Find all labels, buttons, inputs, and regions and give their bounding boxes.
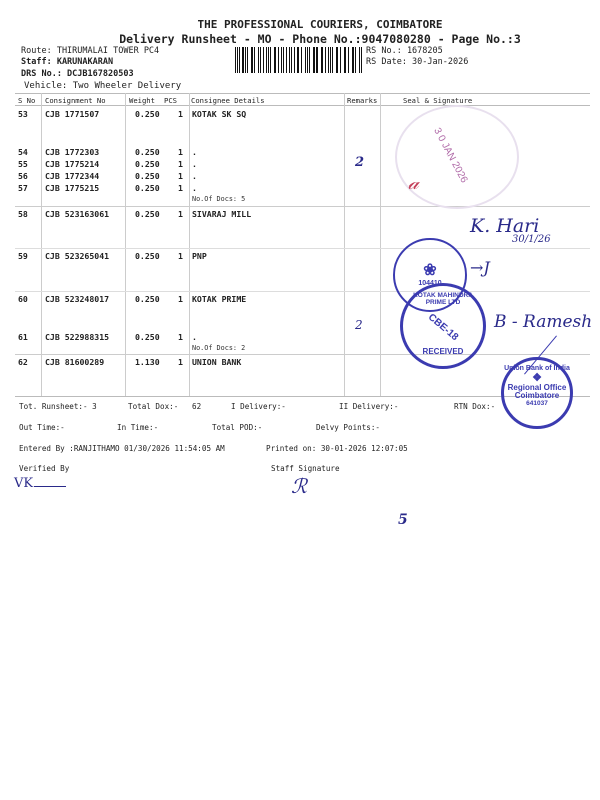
- barcode-bar: [254, 47, 255, 73]
- row-separator: [15, 248, 590, 249]
- col-header-remarks: Remarks: [347, 96, 378, 105]
- pnb-logo-icon: ❀: [423, 262, 437, 279]
- row-sno: 55: [18, 159, 28, 169]
- printed-on: Printed on: 30-01-2026 12:07:05: [266, 444, 408, 453]
- red-signature: 𝒶: [408, 170, 419, 194]
- union-bank-stamp: [501, 357, 573, 429]
- col-divider: [380, 93, 381, 396]
- row-separator: [15, 291, 590, 292]
- row-weight: 0.250: [135, 294, 160, 304]
- kotak-stamp-center: CBE-18: [425, 311, 461, 344]
- row-docs-note: No.Of Docs: 2: [192, 344, 246, 352]
- barcode-bar: [340, 47, 341, 73]
- barcode-bar: [270, 47, 271, 73]
- union-logo-icon: ❖: [532, 372, 542, 384]
- kotak-stamp-received: RECEIVED: [422, 347, 464, 356]
- barcode-bar: [266, 47, 267, 73]
- row-sno: 59: [18, 251, 28, 261]
- out-time: Out Time:-: [19, 423, 65, 432]
- row-pcs: 1: [178, 109, 183, 119]
- row-separator: [15, 354, 590, 355]
- route-label: Route: THIRUMALAI TOWER PC4: [21, 46, 160, 56]
- barcode-bar: [289, 47, 290, 73]
- row-consignment-no: CJB 1771507: [45, 109, 100, 119]
- row-consignment-no: CJB 1772303: [45, 147, 100, 157]
- barcode-bar: [258, 47, 259, 73]
- row-weight: 0.250: [135, 183, 160, 193]
- barcode-bar: [322, 47, 323, 73]
- row-sno: 60: [18, 294, 28, 304]
- row-pcs: 1: [178, 294, 183, 304]
- barcode-bar: [235, 47, 236, 73]
- row-consignee: KOTAK PRIME: [192, 294, 247, 304]
- row-consignee: .: [192, 171, 197, 181]
- tot-runsheet: Tot. Runsheet:- 3: [19, 402, 97, 411]
- barcode-bar: [332, 47, 333, 73]
- row-sno: 56: [18, 171, 28, 181]
- col-header-weight: Weight: [129, 96, 155, 105]
- row-weight: 1.130: [135, 357, 160, 367]
- staff-label: Staff: KARUNAKARAN: [21, 57, 114, 67]
- remark-handwritten-2: 2: [355, 318, 363, 332]
- barcode-bar: [281, 47, 282, 73]
- barcode-bar: [348, 47, 349, 73]
- row-sno: 57: [18, 183, 28, 193]
- row-pcs: 1: [178, 209, 183, 219]
- row-sno: 54: [18, 147, 28, 157]
- kotak-stamp-outer: KOTAK MAHINDRA PRIME LTD: [413, 292, 473, 306]
- union-stamp-top: Union Bank of India: [504, 365, 570, 372]
- col-divider: [189, 93, 190, 396]
- row-consignee: .: [192, 332, 197, 342]
- row-weight: 0.250: [135, 159, 160, 169]
- row-consignee: SIVARAJ MILL: [192, 209, 252, 219]
- row-consignee: .: [192, 183, 197, 193]
- verified-initials: VK: [14, 476, 34, 491]
- signature-kotak-prime: B - Ramesh: [494, 312, 593, 332]
- delvy-points: Delvy Points:-: [316, 423, 381, 432]
- verified-signature-stroke: [34, 486, 66, 487]
- drs-number: DRS No.: DCJB167820503: [21, 69, 134, 79]
- row-pcs: 1: [178, 332, 183, 342]
- row-weight: 0.250: [135, 209, 160, 219]
- row-weight: 0.250: [135, 171, 160, 181]
- row-consignment-no: CJB 1775214: [45, 159, 100, 169]
- in-time: In Time:-: [117, 423, 159, 432]
- barcode-bar: [301, 47, 302, 73]
- page-mark-handwritten: 5: [398, 512, 408, 528]
- kotak-stamp: [400, 283, 486, 369]
- row-consignee: PNP: [192, 251, 207, 261]
- row-separator: [15, 206, 590, 207]
- row-consignee: KOTAK SK SQ: [192, 109, 247, 119]
- verified-by-label: Verified By: [19, 464, 70, 473]
- pnb-signature: →J: [470, 258, 490, 277]
- table-header-rule: [15, 105, 590, 106]
- col-header-consignment: Consignment No: [45, 96, 106, 105]
- vehicle-label: Vehicle: Two Wheeler Delivery: [24, 81, 182, 91]
- barcode-bar: [291, 47, 292, 73]
- col-header-consignee: Consignee Details: [191, 96, 265, 105]
- row-docs-note: No.Of Docs: 5: [192, 195, 246, 203]
- row-sno: 58: [18, 209, 28, 219]
- union-stamp-line1: Regional Office: [507, 383, 567, 392]
- rs-number: RS No.: 1678205: [366, 46, 443, 56]
- row-pcs: 1: [178, 147, 183, 157]
- total-pod: Total POD:-: [212, 423, 263, 432]
- staff-signature: ℛ: [291, 474, 307, 498]
- row-sno: 62: [18, 357, 28, 367]
- col-header-pcs: PCS: [164, 96, 177, 105]
- col-header-sno: S No: [18, 96, 36, 105]
- row-consignee: UNION BANK: [192, 357, 242, 367]
- union-stamp-line3: 641037: [526, 400, 548, 407]
- row-consignment-no: CJB 1775215: [45, 183, 100, 193]
- barcode-bar: [345, 47, 346, 73]
- runsheet-subtitle: Delivery Runsheet - MO - Phone No.:9047080280 - Page No.:3: [119, 32, 521, 46]
- row-consignee: .: [192, 159, 197, 169]
- row-weight: 0.250: [135, 332, 160, 342]
- col-divider: [125, 93, 126, 396]
- entered-by: Entered By :RANJITHAMO 01/30/2026 11:54:05 AM: [19, 444, 225, 453]
- barcode: [235, 47, 363, 73]
- row-sno: 53: [18, 109, 28, 119]
- row-pcs: 1: [178, 357, 183, 367]
- row-weight: 0.250: [135, 251, 160, 261]
- row-pcs: 1: [178, 159, 183, 169]
- company-title: THE PROFESSIONAL COURIERS, COIMBATORE: [197, 18, 443, 31]
- col-header-seal-signature: Seal & Signature: [403, 96, 473, 105]
- union-stamp-line2: Coimbatore: [514, 391, 560, 400]
- col-divider: [344, 93, 345, 396]
- barcode-bar: [316, 47, 317, 73]
- row-consignment-no: CJB 523163061: [45, 209, 110, 219]
- rtn-dox: RTN Dox:-: [454, 402, 496, 411]
- barcode-bar: [325, 47, 326, 73]
- barcode-bar: [309, 47, 310, 73]
- row-weight: 0.250: [135, 109, 160, 119]
- row-weight: 0.250: [135, 147, 160, 157]
- row-consignment-no: CJB 523248017: [45, 294, 110, 304]
- barcode-bar: [242, 47, 243, 73]
- barcode-bar: [305, 47, 306, 73]
- row-consignment-no: CJB 1772344: [45, 171, 100, 181]
- row-consignment-no: CJB 81600289: [45, 357, 105, 367]
- signature-date: 30/1/26: [512, 234, 551, 245]
- row-consignment-no: CJB 522988315: [45, 332, 110, 342]
- table-top-rule: [15, 93, 590, 94]
- row-sno: 61: [18, 332, 28, 342]
- row-pcs: 1: [178, 251, 183, 261]
- row-pcs: 1: [178, 171, 183, 181]
- barcode-bar: [247, 47, 248, 73]
- col-divider: [41, 93, 42, 396]
- row-consignee: .: [192, 147, 197, 157]
- total-dox: Total Dox:- 62: [128, 402, 202, 411]
- barcode-bar: [355, 47, 356, 73]
- rs-date: RS Date: 30-Jan-2026: [366, 57, 469, 67]
- row-pcs: 1: [178, 183, 183, 193]
- barcode-bar: [278, 47, 279, 73]
- staff-signature-label: Staff Signature: [271, 464, 340, 473]
- pnb-stamp-number: 104410: [418, 280, 442, 287]
- i-delivery: I Delivery:-: [231, 402, 286, 411]
- signature-kotak-sk: K. Hari: [470, 215, 540, 237]
- date-stamp: 3 0 JAN 2026: [431, 126, 470, 185]
- row-consignment-no: CJB 523265041: [45, 251, 110, 261]
- remark-handwritten-1: 2: [355, 155, 365, 170]
- ii-delivery: II Delivery:-: [339, 402, 399, 411]
